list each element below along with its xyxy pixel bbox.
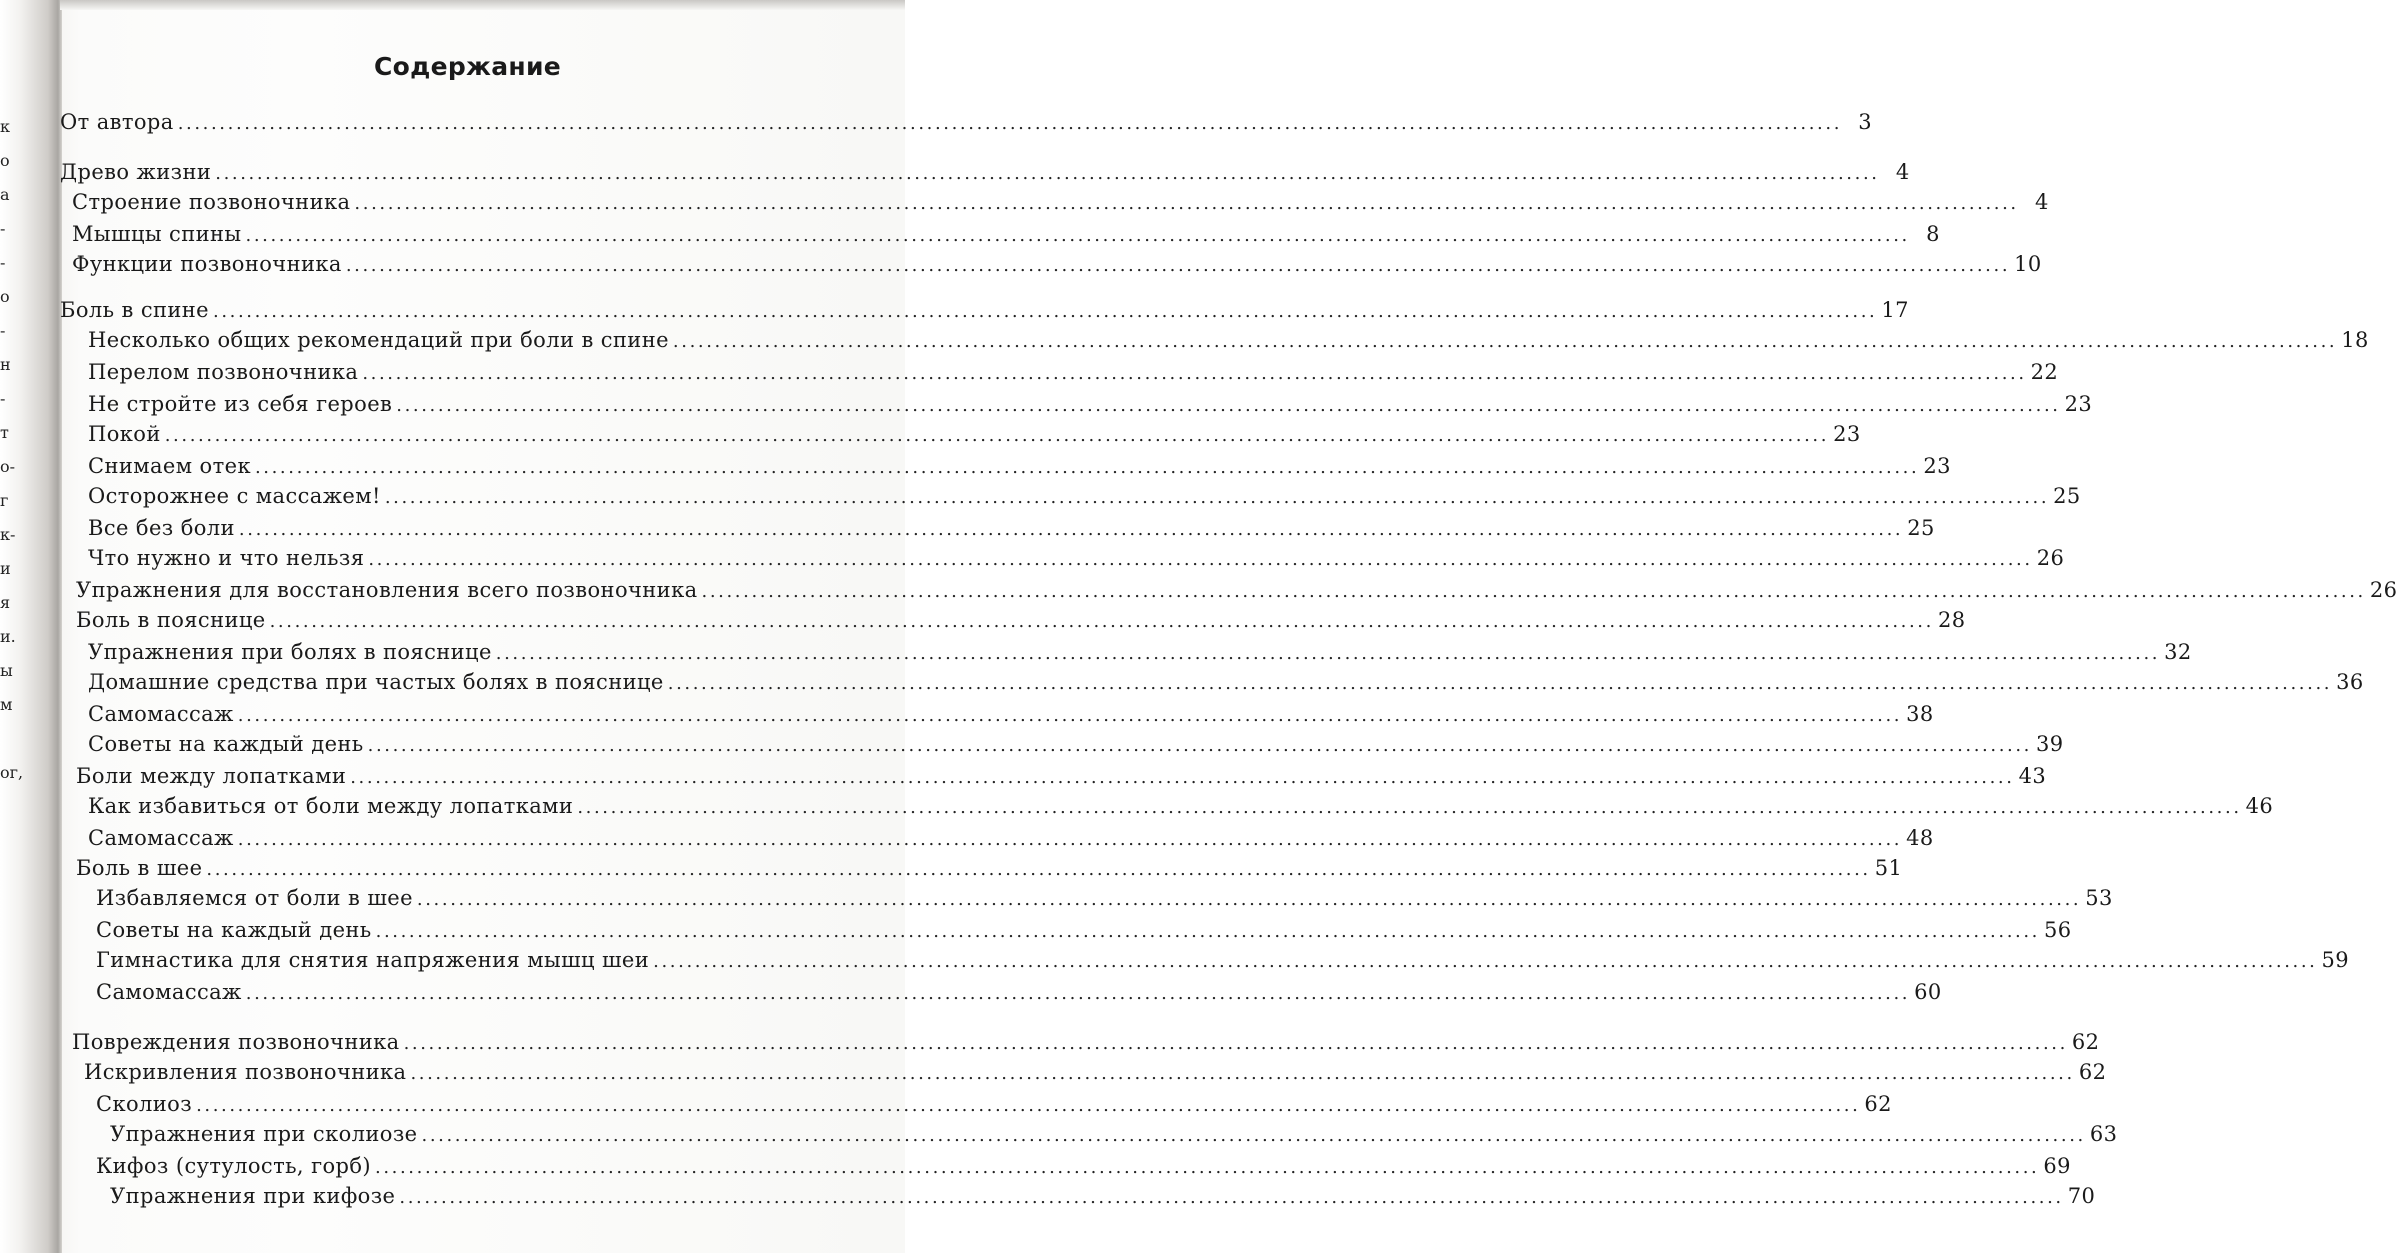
toc-leader-dots: ........................................................................................................................................................................................................ (701, 581, 2366, 602)
toc-entry-label: Несколько общих рекомендаций при боли в спине (88, 328, 669, 352)
toc-leader-dots: ........................................................................................................................................................................................................ (375, 1157, 2040, 1178)
toc-entry (88, 328, 2369, 358)
toc-entry (76, 764, 2047, 794)
toc-page-number: 39 (2035, 732, 2064, 756)
toc-entry-label: Как избавиться от боли между лопатками (88, 794, 574, 818)
toc-page-number: 23 (2064, 392, 2093, 416)
toc-page-number: 18 (2341, 328, 2369, 352)
toc-entry-label: Древо жизни (60, 160, 212, 184)
toc-page-number: 4 (1895, 160, 1910, 184)
toc-entry (88, 360, 2059, 390)
toc-entry-label: Избавляемся от боли в шее (96, 886, 413, 910)
toc-entry-label: Все без боли (88, 516, 235, 540)
toc-page-number: 26 (2036, 546, 2065, 570)
toc-entry-label: Упражнения при сколиозе (110, 1122, 418, 1146)
toc-entry-label: Боль в спине (60, 298, 210, 322)
toc-page-number: 25 (1907, 516, 1935, 540)
toc-entry (60, 110, 1873, 140)
left-fragment: ог, (0, 763, 24, 782)
toc-leader-dots: ........................................................................................................................................................................................................ (672, 331, 2338, 352)
toc-entry-label: Покой (88, 422, 161, 446)
toc-leader-dots: ........................................................................................................................................................................................................ (215, 163, 1880, 184)
left-page-fragments (0, 110, 40, 790)
toc-leader-dots: ........................................................................................................................................................................................................ (237, 829, 1903, 850)
toc-page-number: 8 (1926, 222, 1940, 246)
toc-leader-dots: ........................................................................................................................................................................................................ (269, 611, 1934, 632)
toc-page-number: 36 (2336, 670, 2364, 694)
toc-entry (96, 918, 2072, 948)
left-fragment: - (0, 219, 6, 238)
toc-leader-dots: ........................................................................................................................................................................................................ (345, 255, 2011, 276)
toc-entry (96, 948, 2350, 978)
toc-page-number: 43 (2018, 764, 2047, 788)
toc-entry (88, 454, 1951, 484)
toc-leader-dots: ........................................................................................................................................................................................................ (254, 457, 1920, 478)
toc-entry-label: Снимаем отек (88, 454, 251, 478)
toc-entry-label: Боль в шее (76, 856, 203, 880)
toc-entry (88, 422, 1861, 452)
toc-leader-dots: ........................................................................................................................................................................................................ (237, 705, 1903, 726)
toc-entry-label: Советы на каждый день (96, 918, 372, 942)
toc-entry-label: Боль в пояснице (76, 608, 266, 632)
toc-entry-label: От автора (60, 110, 174, 134)
toc-entry (72, 190, 2049, 220)
toc-page-number: 51 (1874, 856, 1903, 880)
left-fragment: о (0, 151, 10, 170)
toc-page-number: 17 (1881, 298, 1909, 322)
toc-leader-dots: ........................................................................................................................................................................................................ (362, 363, 2027, 384)
toc-page-number: 63 (2089, 1122, 2118, 1146)
toc-entry (88, 826, 1934, 856)
toc-entry-label: Функции позвоночника (72, 252, 342, 276)
left-fragment: - (0, 321, 6, 340)
left-fragment: т (0, 423, 9, 442)
toc-leader-dots: ........................................................................................................................................................................................................ (164, 425, 1830, 446)
toc-page-number: 22 (2030, 360, 2059, 384)
toc-entry (88, 516, 1935, 546)
toc-entry (72, 252, 2042, 282)
toc-page-number: 25 (2053, 484, 2081, 508)
toc-page-number: 4 (2035, 190, 2049, 214)
left-fragment: м (0, 695, 13, 714)
toc-page-number: 53 (2085, 886, 2113, 910)
toc-leader-dots: ........................................................................................................................................................................................................ (238, 519, 1904, 540)
toc-entry-label: Что нужно и что нельзя (88, 546, 365, 570)
left-fragment: я (0, 593, 11, 612)
left-fragment: и. (0, 627, 16, 646)
toc-leader-dots: ........................................................................................................................................................................................................ (416, 889, 2082, 910)
toc-leader-dots: ........................................................................................................................................................................................................ (421, 1125, 2086, 1146)
toc-leader-dots: ........................................................................................................................................................................................................ (206, 859, 1871, 880)
toc-leader-dots: ........................................................................................................................................................................................................ (653, 951, 2318, 972)
left-fragment: г (0, 491, 9, 510)
toc-entry-label: Кифоз (сутулость, горб) (96, 1154, 372, 1178)
left-fragment: о (0, 287, 10, 306)
toc-leader-dots: ........................................................................................................................................................................................................ (245, 983, 1911, 1004)
toc-entry (110, 1184, 2096, 1214)
toc-entry-label: Боли между лопатками (76, 764, 347, 788)
toc-page-number: 23 (1833, 422, 1861, 446)
toc-page-number: 46 (2245, 794, 2274, 818)
toc-entry (72, 1030, 2100, 1060)
toc-entry (88, 794, 2274, 824)
toc-page-number: 28 (1937, 608, 1966, 632)
toc-entry-label: Гимнастика для снятия напряжения мышц шеи (96, 948, 650, 972)
toc-page-number: 26 (2369, 578, 2397, 602)
toc-leader-dots: ........................................................................................................................................................................................................ (384, 487, 2050, 508)
toc-leader-dots: ........................................................................................................................................................................................................ (367, 735, 2032, 756)
toc-entry-label: Домашние средства при частых болях в пояснице (88, 670, 664, 694)
toc-entry (76, 578, 2397, 608)
toc-page-number: 62 (2078, 1060, 2107, 1084)
left-fragment: о- (0, 457, 16, 476)
toc-entry-label: Упражнения при кифозе (110, 1184, 396, 1208)
toc-entry-label: Упражнения при болях в пояснице (88, 640, 492, 664)
left-fragment: ы (0, 661, 13, 680)
toc-leader-dots: ........................................................................................................................................................................................................ (399, 1187, 2064, 1208)
toc-leader-dots: ........................................................................................................................................................................................................ (396, 395, 2061, 416)
toc-leader-dots: ........................................................................................................................................................................................................ (403, 1033, 2068, 1054)
toc-entry-label: Не стройте из себя героев (88, 392, 393, 416)
toc-leader-dots: ........................................................................................................................................................................................................ (354, 193, 2019, 214)
toc-entry (88, 546, 2065, 576)
toc-page-number: 62 (2071, 1030, 2100, 1054)
toc-leader-dots: ........................................................................................................................................................................................................ (667, 673, 2333, 694)
toc-entry (76, 856, 1903, 886)
toc-entry (88, 484, 2081, 514)
toc-entry (96, 886, 2113, 916)
left-fragment: а (0, 185, 10, 204)
toc-leader-dots: ........................................................................................................................................................................................................ (196, 1095, 1861, 1116)
left-fragment: к (0, 117, 10, 136)
toc-entry-label: Мышцы спины (72, 222, 242, 246)
toc-entry (110, 1122, 2118, 1152)
left-fragment (0, 722, 40, 756)
toc-leader-dots: ........................................................................................................................................................................................................ (350, 767, 2015, 788)
toc-leader-dots: ........................................................................................................................................................................................................ (375, 921, 2040, 942)
toc-page-number: 3 (1858, 110, 1873, 134)
toc-leader-dots: ........................................................................................................................................................................................................ (410, 1063, 2075, 1084)
toc-leader-dots: ........................................................................................................................................................................................................ (577, 797, 2242, 818)
toc-entry (88, 702, 1934, 732)
toc-entry-label: Самомассаж (96, 980, 242, 1004)
left-fragment: к- (0, 525, 16, 544)
toc-entry-label: Перелом позвоночника (88, 360, 359, 384)
toc-page-number: 10 (2014, 252, 2042, 276)
toc-page-number: 59 (2321, 948, 2350, 972)
toc-entry (84, 1060, 2107, 1090)
toc-entry (88, 640, 2192, 670)
toc-page-number: 23 (1923, 454, 1951, 478)
toc-entry (88, 732, 2064, 762)
toc-entry (96, 1154, 2071, 1184)
toc-leader-dots: ........................................................................................................................................................................................................ (177, 113, 1843, 134)
toc-page-number: 60 (1914, 980, 1942, 1004)
toc-entry-label: Строение позвоночника (72, 190, 351, 214)
left-fragment: и (0, 559, 11, 578)
toc-entry (88, 392, 2093, 422)
toc-page-number: 56 (2043, 918, 2072, 942)
left-fragment: - (0, 389, 6, 408)
toc-page-number: 48 (1906, 826, 1934, 850)
bleed-through-header (60, 0, 905, 10)
toc-entry-label: Осторожнее с массажем! (88, 484, 381, 508)
toc-entry-label: Повреждения позвоночника (72, 1030, 400, 1054)
toc-entry-label: Искривления позвоночника (84, 1060, 407, 1084)
toc-entry-label: Упражнения для восстановления всего позвоночника (76, 578, 698, 602)
toc-leader-dots: ........................................................................................................................................................................................................ (213, 301, 1878, 322)
toc-entry (60, 160, 1910, 190)
toc-page-number: 62 (1864, 1092, 1892, 1116)
toc-entry (96, 1092, 1892, 1122)
toc-page-number: 38 (1906, 702, 1934, 726)
toc-leader-dots: ........................................................................................................................................................................................................ (495, 643, 2161, 664)
toc-entry (96, 980, 1942, 1010)
left-fragment: н (0, 355, 11, 374)
toc-entry (72, 222, 1940, 252)
toc-leader-dots: ........................................................................................................................................................................................................ (368, 549, 2033, 570)
toc-leader-dots: ........................................................................................................................................................................................................ (245, 225, 1910, 246)
toc-entry (76, 608, 1966, 638)
toc-entry (60, 298, 1909, 328)
toc-entry-label: Самомассаж (88, 826, 234, 850)
toc-entry-label: Советы на каждый день (88, 732, 364, 756)
page-title: Содержание (373, 52, 562, 81)
toc-entry-label: Самомассаж (88, 702, 234, 726)
toc-entry-label: Сколиоз (96, 1092, 193, 1116)
toc-page-number: 32 (2164, 640, 2192, 664)
toc-entry (88, 670, 2364, 700)
left-fragment: - (0, 253, 6, 272)
toc-page-number: 70 (2067, 1184, 2096, 1208)
toc-page-number: 69 (2043, 1154, 2071, 1178)
